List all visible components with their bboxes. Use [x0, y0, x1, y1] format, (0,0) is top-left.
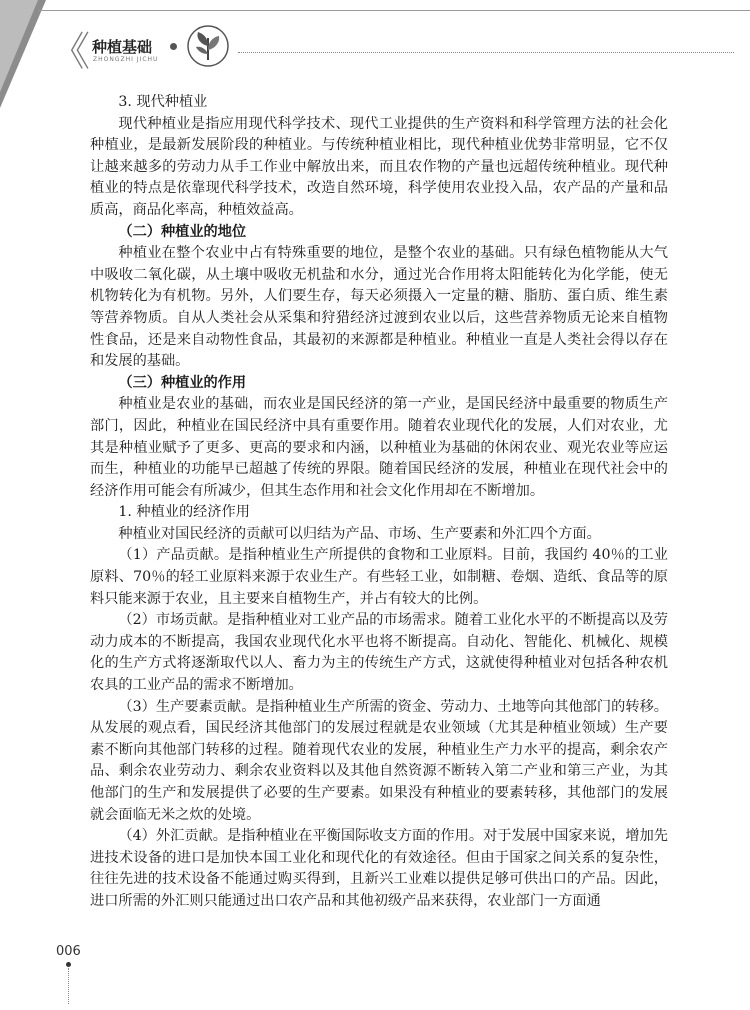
- page-corner-decoration-inner: [0, 0, 38, 92]
- paragraph: 种植业是农业的基础，而农业是国民经济的第一产业，是国民经济中最重要的物质生产部门，因此，种植业在国民经济中具有重要作用。随着农业现代化的发展，人们对农业，尤其是种植业赋予了更多、更高的要求和内涵，以种植业为基础的休闲农业、观光农业等应运而生，种植业的功能早已超越了传统的界限。随着国民经济的发展，种植业在现代社会中的经济作用可能会有所减少，但其生态作用和社会文化作用却在不断增加。: [90, 396, 668, 499]
- paragraph: （2）市场贡献。是指种植业对工业产品的市场需求。随着工业化水平的不断提高以及劳动力成本的不断提高，我国农业现代化水平也将不断提高。自动化、智能化、机械化、规模化的生产方式将逐渐取代以人、畜力为主的传统生产方式，这就使得种植业对包括各种农机农具的工业产品的需求不断增加。: [90, 612, 668, 694]
- top-rule: [38, 10, 750, 11]
- paragraph: （4）外汇贡献。是指种植业在平衡国际收支方面的作用。对于发展中国家来说，增加先进技术设备的进口是加快本国工业化和现代化的有效途径。但由于国家之间关系的复杂性，往往先进的技术设备不能通过购买得到，且新兴工业难以提供足够可供出口的产品。因此，进口所需的外汇则只能通过出口农产品和其他初级产品来获得，农业部门一方面通: [90, 828, 668, 909]
- paragraph: （1）产品贡献。是指种植业生产所提供的食物和工业原料。目前，我国约 40％的工业原料、70％的轻工业原料来源于农业生产。有些轻工业，如制糖、卷烟、造纸、食品等的原料只能来源于农业，且主要来自植物生产，并占有较大的比例。: [90, 547, 668, 607]
- header-bullet: [170, 43, 177, 50]
- page-body: [90, 92, 668, 913]
- section-heading: （三）种植业的作用: [118, 374, 247, 391]
- subsection-heading: 3. 现代种植业: [118, 94, 208, 110]
- page-number-dot: [66, 962, 71, 967]
- section-heading: （二）种植业的地位: [118, 223, 247, 240]
- header-dotted-rule: [238, 52, 734, 53]
- running-header-title: 种植基础: [92, 38, 153, 56]
- paragraph: 现代种植业是指应用现代科学技术、现代工业提供的生产资料和科学管理方法的社会化种植业，是最新发展阶段的种植业。与传统种植业相比，现代种植业优势非常明显，它不仅让越来越多的劳动力从手工作业中解放出来，而且农作物的产量也远超传统种植业。现代种植业的特点是依靠现代科学技术，改造自然环境，科学使用农业投入品，农产品的产量和品质高，商品化率高，种植效益高。: [90, 115, 668, 218]
- chevron-left-icon: 《: [50, 29, 80, 75]
- paragraph: 种植业在整个农业中占有特殊重要的地位，是整个农业的基础。只有绿色植物能从大气中吸收二氧化碳，从土壤中吸收无机盐和水分，通过光合作用将太阳能转化为化学能，使无机物转化为有机物。另外，人们要生存，每天必须摄入一定量的糖、脂肪、蛋白质、维生素等营养物质。自从人类社会从采集和狩猎经济过渡到农业以后，这些营养物质无论来自植物性食品，还是来自动物性食品，其最初的来源都是种植业。种植业一直是人类社会得以存在和发展的基础。: [90, 245, 668, 370]
- page-number: 006: [56, 944, 81, 959]
- subsection-heading: 1. 种植业的经济作用: [118, 504, 250, 521]
- paragraph: 种植业对国民经济的贡献可以归结为产品、市场、生产要素和外汇四个方面。: [118, 525, 601, 542]
- paragraph: （3）生产要素贡献。是指种植业生产所需的资金、劳动力、土地等向其他部门的转移。从发展的观点看，国民经济其他部门的发展过程就是农业领域（尤其是种植业领域）生产要素不断向其他部门转移的过程。随着现代农业的发展，种植业生产力水平的提高，剩余农产品、剩余农业劳动力、剩余农业资料以及其他自然资源不断转入第二产业和第三产业，为其他部门的生产和发展提供了必要的生产要素。如果没有种植业的要素转移，其他部门的发展就会面临无米之炊的处境。: [90, 698, 668, 823]
- page-number-dotted-line: [68, 968, 69, 1004]
- running-header-subtitle: ZHONGZHI JICHU: [93, 56, 159, 63]
- plant-logo-icon: [186, 24, 230, 68]
